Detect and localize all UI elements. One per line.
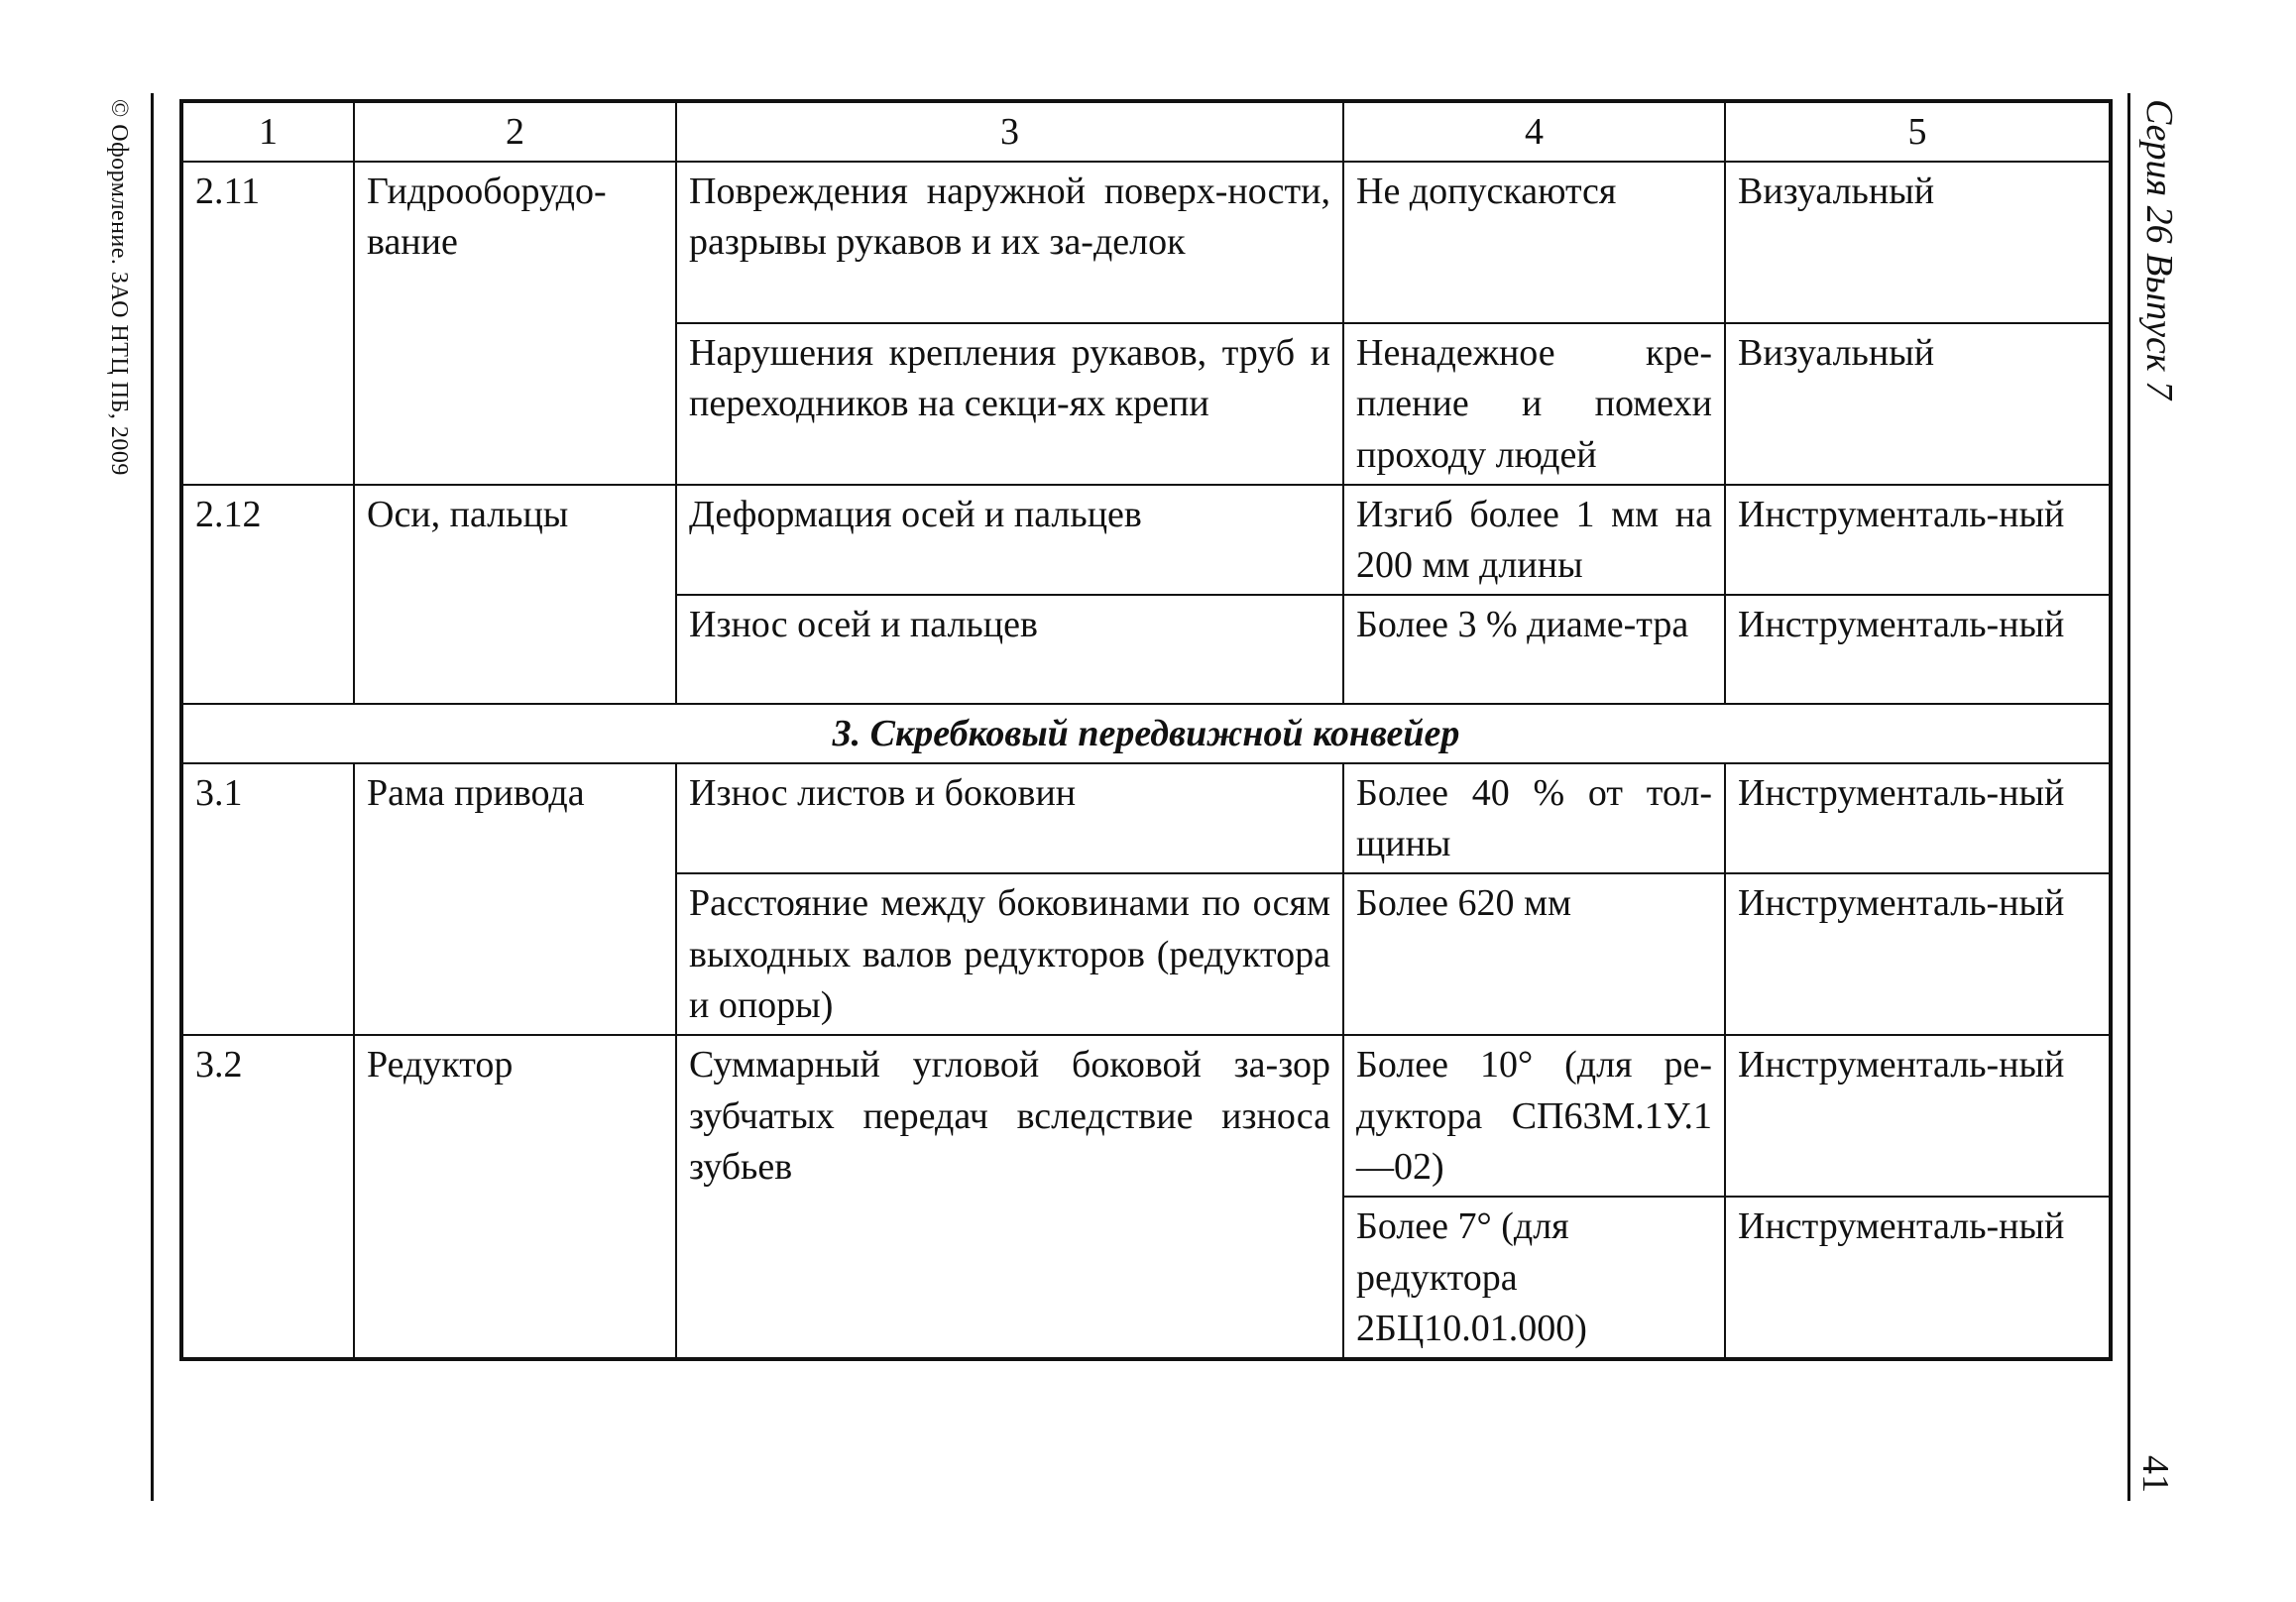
reject-criterion: Более 10° (для ре-дуктора СП63М.1У.1—02)	[1343, 1035, 1725, 1197]
control-method: Визуальный	[1725, 162, 2111, 323]
header-cell: 1	[181, 101, 354, 162]
copyright-note: © Оформление. ЗАО НТЦ ПБ, 2009	[106, 99, 132, 476]
item-number: 3.2	[181, 1035, 354, 1359]
right-margin-rule	[2127, 93, 2130, 1501]
control-method: Инструменталь-ный	[1725, 595, 2111, 704]
defect-description: Повреждения наружной поверх-ности, разрывы рукавов и их за-делок	[676, 162, 1343, 323]
defect-description: Износ листов и боковин	[676, 763, 1343, 873]
reject-criterion: Изгиб более 1 мм на 200 мм длины	[1343, 485, 1725, 595]
header-cell: 2	[354, 101, 676, 162]
item-name: Рама привода	[354, 763, 676, 1035]
item-name: Гидрооборудо-вание	[354, 162, 676, 485]
control-method: Инструменталь-ный	[1725, 873, 2111, 1035]
table-row	[181, 1035, 2111, 1197]
defect-description: Суммарный угловой боковой за-зор зубчатых передач вследствие износа зубьев	[676, 1035, 1343, 1359]
defect-description: Расстояние между боковинами по осям выходных валов редукторов (редуктора и опоры)	[676, 873, 1343, 1035]
control-method: Инструменталь-ный	[1725, 763, 2111, 873]
series-title: Серия 26 Выпуск 7	[2138, 99, 2180, 400]
item-number: 2.12	[181, 485, 354, 704]
reject-criterion: Более 620 мм	[1343, 873, 1725, 1035]
item-number: 2.11	[181, 162, 354, 485]
reject-criterion: Более 40 % от тол-щины	[1343, 763, 1725, 873]
table-row	[181, 162, 2111, 323]
control-method: Инструменталь-ный	[1725, 1035, 2111, 1197]
control-method: Визуальный	[1725, 323, 2111, 485]
defect-description: Деформация осей и пальцев	[676, 485, 1343, 595]
defect-description: Нарушения крепления рукавов, труб и переходников на секци-ях крепи	[676, 323, 1343, 485]
left-margin-rule	[151, 93, 154, 1501]
reject-criterion: Ненадежное кре-пление и помехи проходу людей	[1343, 323, 1725, 485]
section-row	[181, 704, 2111, 763]
item-name: Оси, пальцы	[354, 485, 676, 704]
control-method: Инструменталь-ный	[1725, 485, 2111, 595]
header-cell: 5	[1725, 101, 2111, 162]
reject-criterion: Более 7° (для редуктора 2БЦ10.01.000)	[1343, 1197, 1725, 1359]
item-name: Редуктор	[354, 1035, 676, 1359]
table-row	[181, 485, 2111, 595]
section-heading: 3. Скребковый передвижной конвейер	[181, 704, 2111, 763]
header-cell: 4	[1343, 101, 1725, 162]
control-method: Инструменталь-ный	[1725, 1197, 2111, 1359]
reject-criterion: Не допускаются	[1343, 162, 1725, 323]
table-row	[181, 763, 2111, 873]
page-number: 41	[2134, 1455, 2176, 1493]
header-cell: 3	[676, 101, 1343, 162]
defect-description: Износ осей и пальцев	[676, 595, 1343, 704]
inspection-table	[179, 99, 2113, 1361]
item-number: 3.1	[181, 763, 354, 1035]
reject-criterion: Более 3 % диаме-тра	[1343, 595, 1725, 704]
header-row	[181, 101, 2111, 162]
